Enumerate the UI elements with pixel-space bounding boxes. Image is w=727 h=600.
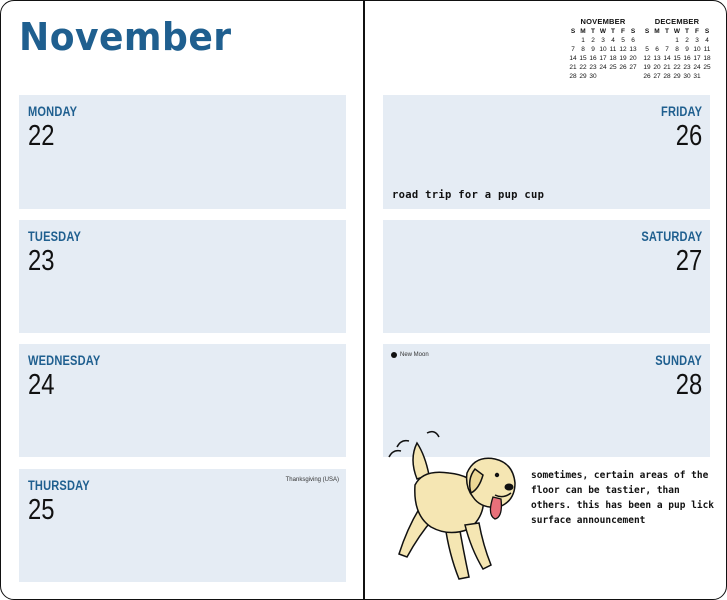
day-box-saturday[interactable] <box>383 220 710 333</box>
date-cell: 3 <box>695 37 699 44</box>
date-cell: 18 <box>609 55 617 62</box>
weekday-header: F <box>695 28 699 35</box>
day-number: 27 <box>675 245 702 277</box>
date-cell: 17 <box>599 55 607 62</box>
day-box-tuesday[interactable] <box>19 220 346 333</box>
day-number: 22 <box>28 120 55 152</box>
date-cell: 14 <box>569 55 577 62</box>
day-box-monday[interactable] <box>19 95 346 209</box>
date-cell: 21 <box>663 64 671 71</box>
weekday-header: T <box>685 28 689 35</box>
date-cell: 23 <box>683 64 691 71</box>
date-cell <box>608 72 618 81</box>
date-cell: 13 <box>653 55 661 62</box>
weekday-header: M <box>654 28 660 35</box>
weekday-header: T <box>591 28 595 35</box>
weekday-header: T <box>611 28 615 35</box>
date-cell: 28 <box>663 73 671 80</box>
day-name: THURSDAY <box>28 478 90 493</box>
date-cell: 16 <box>589 55 597 62</box>
date-cell: 11 <box>703 46 711 53</box>
date-cell: 28 <box>569 73 577 80</box>
day-box-wednesday[interactable] <box>19 344 346 457</box>
date-cell <box>702 72 712 81</box>
weekday-header: M <box>580 28 586 35</box>
mini-calendar-title: DECEMBER <box>654 17 700 26</box>
date-cell: 7 <box>665 46 669 53</box>
day-box-friday[interactable] <box>383 95 710 209</box>
mini-calendar-december <box>642 17 712 81</box>
day-name: SUNDAY <box>655 353 702 368</box>
date-cell: 19 <box>643 64 651 71</box>
date-cell: 22 <box>673 64 681 71</box>
date-cell: 6 <box>655 46 659 53</box>
date-cell: 26 <box>643 73 651 80</box>
date-cell: 27 <box>629 64 637 71</box>
date-cell: 19 <box>619 55 627 62</box>
date-cell: 29 <box>579 73 587 80</box>
date-cell: 3 <box>601 37 605 44</box>
date-cell <box>652 36 662 45</box>
date-cell <box>628 72 638 81</box>
day-box-thursday[interactable] <box>19 469 346 582</box>
mini-calendar-november <box>568 17 638 81</box>
date-cell: 9 <box>591 46 595 53</box>
date-cell: 7 <box>571 46 575 53</box>
mini-calendar-title: NOVEMBER <box>580 17 626 26</box>
holiday-label: Thanksgiving (USA) <box>285 477 339 483</box>
day-name: MONDAY <box>28 104 78 119</box>
weekday-header: S <box>704 28 710 35</box>
illustration-caption: sometimes, certain areas of the floor can be tastier, than others. this has been a pup lick surface announcement <box>531 470 715 526</box>
weekday-header: S <box>644 28 650 35</box>
date-cell: 9 <box>685 46 689 53</box>
weekday-header: W <box>599 28 607 35</box>
handwritten-note: road trip for a pup cup <box>392 189 545 201</box>
date-cell: 11 <box>609 46 617 53</box>
month-title: November <box>19 15 232 59</box>
date-cell: 4 <box>705 37 709 44</box>
weekday-header: T <box>665 28 669 35</box>
date-cell: 2 <box>591 37 595 44</box>
date-cell: 5 <box>621 37 625 44</box>
date-cell: 5 <box>645 46 649 53</box>
date-cell: 23 <box>589 64 597 71</box>
day-name: FRIDAY <box>660 104 702 119</box>
date-cell <box>618 72 628 81</box>
date-cell: 22 <box>579 64 587 71</box>
weekday-header: S <box>570 28 576 35</box>
weekday-header: W <box>673 28 681 35</box>
date-cell: 17 <box>693 55 701 62</box>
day-name: TUESDAY <box>28 229 82 244</box>
date-cell: 8 <box>581 46 585 53</box>
dog-icon <box>379 429 529 589</box>
day-number: 23 <box>28 245 55 277</box>
date-cell: 24 <box>693 64 701 71</box>
day-name: WEDNESDAY <box>28 353 101 368</box>
date-cell <box>662 36 672 45</box>
weekday-header: F <box>621 28 625 35</box>
page-spine <box>363 1 365 599</box>
date-cell: 30 <box>589 73 597 80</box>
date-cell: 26 <box>619 64 627 71</box>
date-cell: 16 <box>683 55 691 62</box>
date-cell: 20 <box>653 64 661 71</box>
moon-phase-label: New Moon <box>400 352 429 358</box>
date-cell: 21 <box>569 64 577 71</box>
weekday-header: S <box>630 28 636 35</box>
date-cell: 14 <box>663 55 671 62</box>
date-cell: 10 <box>599 46 607 53</box>
date-cell: 25 <box>609 64 617 71</box>
date-cell: 6 <box>631 37 635 44</box>
date-cell: 18 <box>703 55 711 62</box>
date-cell: 29 <box>673 73 681 80</box>
day-number: 26 <box>675 120 702 152</box>
date-cell <box>568 36 578 45</box>
date-cell: 12 <box>643 55 651 62</box>
date-cell <box>642 36 652 45</box>
date-cell: 1 <box>581 37 585 44</box>
date-cell: 25 <box>703 64 711 71</box>
date-cell: 15 <box>673 55 681 62</box>
date-cell: 4 <box>611 37 615 44</box>
mini-calendar-grid <box>568 27 638 81</box>
mini-calendar-grid <box>642 27 712 81</box>
day-number: 25 <box>28 494 55 526</box>
date-cell: 12 <box>619 46 627 53</box>
date-cell: 20 <box>629 55 637 62</box>
date-cell: 10 <box>693 46 701 53</box>
moon-phase <box>391 352 429 358</box>
day-name: SATURDAY <box>641 229 702 244</box>
date-cell: 2 <box>685 37 689 44</box>
day-number: 24 <box>28 369 55 401</box>
date-cell: 31 <box>693 73 701 80</box>
date-cell: 27 <box>653 73 661 80</box>
date-cell: 13 <box>629 46 637 53</box>
date-cell: 8 <box>675 46 679 53</box>
date-cell: 24 <box>599 64 607 71</box>
date-cell <box>598 72 608 81</box>
new-moon-icon <box>391 352 397 358</box>
day-number: 28 <box>675 369 702 401</box>
date-cell: 1 <box>675 37 679 44</box>
date-cell: 30 <box>683 73 691 80</box>
date-cell: 15 <box>579 55 587 62</box>
